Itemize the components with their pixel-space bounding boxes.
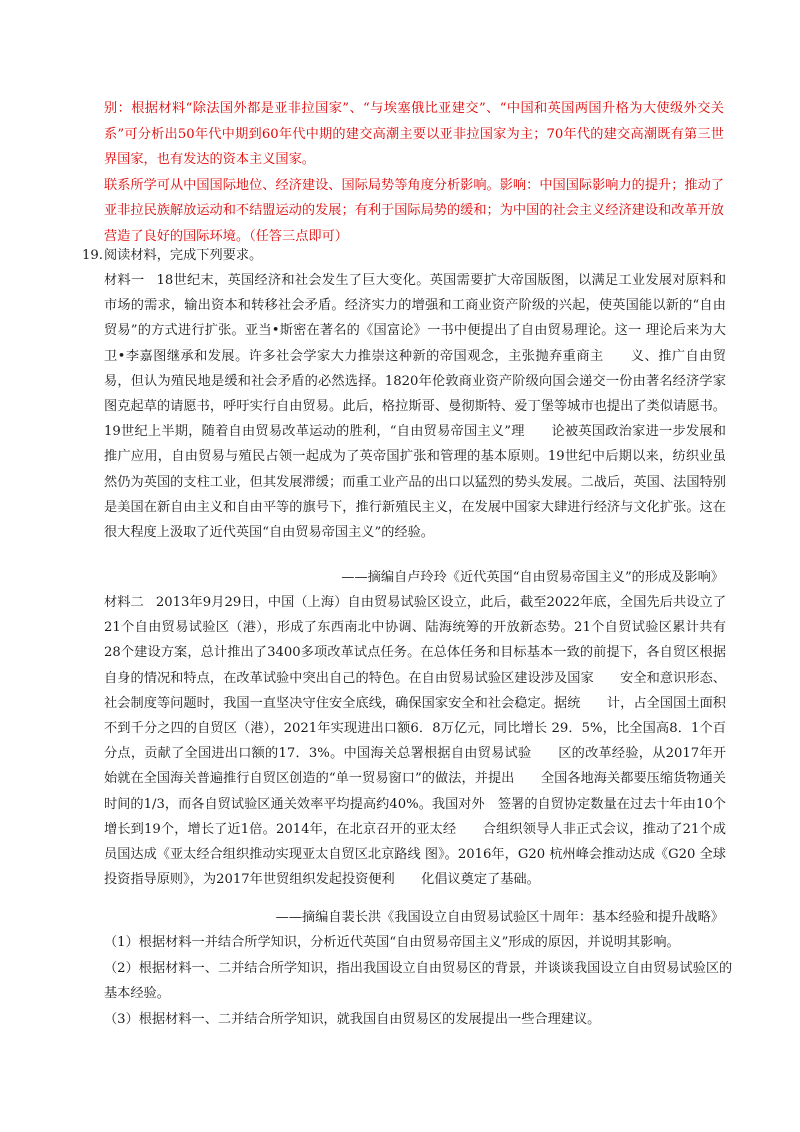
question-heading: [82, 243, 732, 269]
subquestion-list: [104, 930, 734, 1032]
answer-section: [104, 96, 724, 249]
answer-paragraph: 别：根据材料“除法国外都是亚非拉国家”、“与埃塞俄比亚建交”、“中国和英国两国升格为大使级外交关系”可分析出50年代中期到60年代中期的建交高潮主要以亚非拉国家为主；70年代的建交高潮既有第三世界国家，也有发达的资本主义国家。: [104, 101, 724, 167]
question-title: 阅读材料，完成下列要求。: [104, 248, 263, 263]
material-label: 材料二: [104, 595, 144, 610]
material-text: 18世纪末，英国经济和社会发生了巨大变化。英国需要扩大帝国版图，以满足工业发展对原料和市场的需求，输出资本和转移社会矛盾。经济实力的增强和工商业资产阶级的兴起，使英国能以新的“自由贸易”的方式进行扩张。亚当•斯密在著名的《国富论》一书中便提出了自由贸易理论。这一 理论后来为大卫•李嘉图继承和发展。许多社会学家大力推崇这种新的帝国观念，主张抛弃重商主 义、推广自由贸易，但认为殖民地是缓和社会矛盾的必然选择。1820年伦敦商业资产阶级向国会递交一份由著名经济学家图克起草的请愿书，呼吁实行自由贸易。此后，格拉斯哥、曼彻斯特、爱丁堡等城市也提出了类似请愿书。19世纪上半期，随着自由贸易改革运动的胜利，“自由贸易帝国主义”理 论被英国政治家进一步发展和推广应用，自由贸易与殖民占领一起成为了英帝国扩张和管理的基本原则。19世纪中后期以来，纺织业虽然仍为英国的支柱工业，但其发展滞缓；而重工业产品的出口以猛烈的势头发展。二战后，英国、法国特别是美国在新自由主义和自由平等的旗号下，推行新殖民主义，在发展中国家大肆进行经济与文化扩张。这在很大程度上汲取了近代英国“自由贸易帝国主义”的经验。: [104, 273, 727, 541]
question-number: 19.: [82, 248, 103, 263]
answer-paragraph: 联系所学可从中国国际地位、经济建设、国际局势等角度分析影响。影响：中国国际影响力的提升；推动了亚非拉民族解放运动和不结盟运动的发展；有利于国际局势的缓和；为中国的社会主义经济建设和改革开放营造了良好的国际环境。（任答三点即可）: [104, 177, 724, 244]
subquestion: （1）根据材料一并结合所学知识，分析近代英国“自由贸易帝国主义”形成的原因，并说明其影响。: [104, 935, 680, 950]
subquestion: （3）根据材料一、二并结合所学知识，就我国自由贸易区的发展提出一些合理建议。: [104, 1011, 601, 1027]
material-one: [104, 268, 726, 545]
material-two: [104, 590, 726, 892]
material-label: 材料一: [104, 273, 145, 288]
material-source: ——摘编自裴长洪《我国设立自由贸易试验区十周年：基本经验和提升战略》: [275, 910, 724, 925]
material-text: 2013年9月29日，中国（上海）自由贸易试验区设立，此后，截至2022年底，全国先后共设立了 21个自由贸易试验区（港），形成了东西南北中协调、陆海统筹的开放新态势。21个自贸试验区累计共有28个建设方案，总计推出了3400多项改革试点任务。在总体任务和目标基本一致的前提下，各自贸区根据自身的情况和特点，在改革试验中突出自己的特色。在自由贸易试验区建设涉及国家 安全和意识形态、社会制度等问题时，我国一直坚决守住安全底线，确保国家安全和社会稳定。据统 计，占全国国土面积不到千分之四的自贸区（港），2021年实现进出口额6．8万亿元，同比增长 29．5%，比全国高8．1个百分点，贡献了全国进出口额的17．3%。中国海关总署根据自由贸易试验 区的改革经验，从2017年开始就在全国海关普遍推行自贸区创造的“单一贸易窗口”的做法，并提出 全国各地海关都要压缩货物通关时间的1/3，而各自贸试验区通关效率平均提高约40%。我国对外 签署的自贸协定数量在过去十年由10个增长到19个，增长了近1倍。2014年，在北京召开的亚太经 合组织领导人非正式会议，推动了21个成员国达成《亚太经合组织推动实现亚太自贸区北京路线 图》。2016年，G20 杭州峰会推动达成《G20 全球投资指导原则》，为2017年世贸组织发起投资便利 化倡议奠定了基础。: [104, 595, 727, 888]
material-source: ——摘编自卢玲玲《近代英国“自由贸易帝国主义”的形成及影响》: [341, 570, 724, 585]
subquestion: （2）根据材料一、二并结合所学知识，指出我国设立自由贸易区的背景，并谈谈我国设立自由贸易试验区的基本经验。: [104, 960, 733, 1001]
